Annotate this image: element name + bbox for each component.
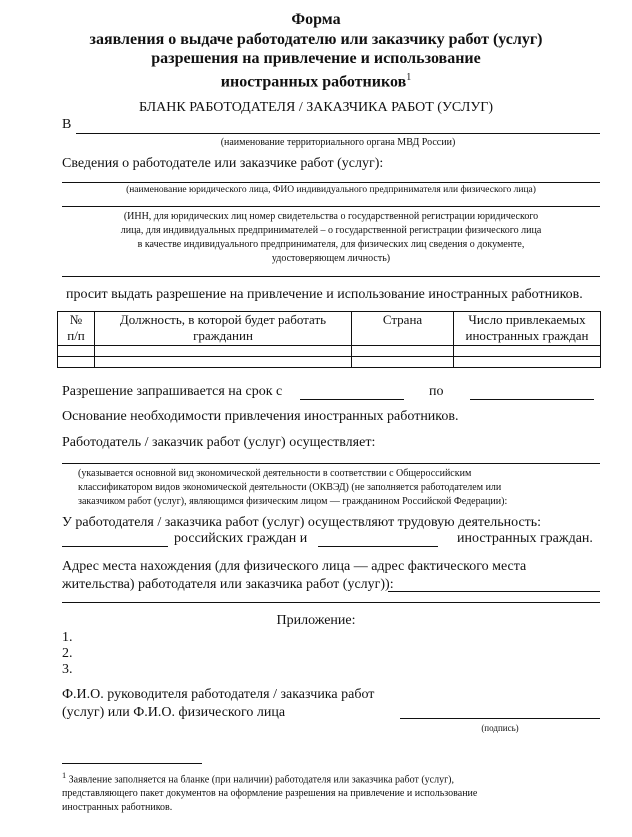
workers-table [57,311,601,368]
address-field-line-1[interactable] [388,591,600,592]
employer-info-label: Сведения о работодателе или заказчике работ (услуг): [62,156,384,171]
mvd-field-line[interactable] [76,133,600,134]
period-to-field[interactable] [470,399,594,400]
header-position: Должность, в которой будет работать гражданин [95,312,352,346]
address-label [62,558,526,594]
footnote-line: иностранных работников. [62,802,173,814]
activity-caption-line: заказчиком работ (услуг), являющимся физическим лицом — гражданином Российской Федерации): [78,496,508,507]
head-name-label [62,686,374,722]
period-from-field[interactable] [300,399,404,400]
mvd-caption: (наименование территориального органа МВД России) [220,137,456,148]
period-to-label: по [429,384,444,399]
russian-count-field[interactable] [62,546,168,547]
request-text: просит выдать разрешение на привлечение и использование иностранных работников. [66,287,583,302]
table-row[interactable] [58,346,601,357]
form-subtitle-line-3-text: иностранных работников [220,73,407,91]
head-name-label-line: Ф.И.О. руководителя работодателя / заказчика работ [62,687,375,702]
form-title: Форма [291,11,341,28]
address-label-line: жительства) работодателя или заказчика работ (услуг)): [62,577,394,592]
list-item: 2. [62,646,73,661]
signature-caption: (подпись) [481,723,519,733]
form-subtitle-line-3 [0,68,632,92]
table-row[interactable] [58,357,601,368]
list-item: 1. [62,630,73,645]
inn-caption-line: удостоверяющем личность) [271,253,391,264]
footnote-ref: 1 [406,72,412,83]
inn-caption-line: (ИНН, для юридических лиц номер свидетельства о государственной регистрации юридического [123,211,539,222]
inn-caption [62,210,600,266]
header-number: № п/п [58,312,95,346]
activity-label: Работодатель / заказчик работ (услуг) осуществляет: [62,435,376,450]
header-country: Страна [352,312,454,346]
foreign-count-field[interactable] [318,546,438,547]
inn-caption-line: в качестве индивидуального предпринимателя, для физических лиц сведения о документе, [137,239,525,250]
footnote-line [62,769,600,787]
footnote-text: Заявление заполняется на бланке (при наличии) работодателя или заказчика работ (услуг), [68,774,455,786]
table-header-row [58,312,601,346]
activity-field-line[interactable] [62,463,600,464]
list-item: 3. [62,662,73,677]
extra-field-line[interactable] [62,276,600,277]
appendix-title: Приложение: [276,613,356,628]
footnote-divider [62,763,202,764]
inn-caption-line: лица, для индивидуальных предпринимателей – о государственной регистрации физического лица [120,225,542,236]
legal-name-field-line[interactable] [62,182,600,183]
to-prefix: В [62,117,72,132]
basis-label: Основание необходимости привлечения иностранных работников. [62,409,459,424]
appendix-list [62,630,73,678]
inn-field-line[interactable] [62,206,600,207]
footnote [62,769,600,815]
footnote-line: представляющего пакет документов на оформление разрешения на привлечение и использование [62,788,478,800]
address-label-line: Адрес места нахождения (для физического лица — адрес фактического места [62,559,527,574]
form-subtitle-line-1: заявления о выдаче работодателю или заказчику работ (услуг) [89,31,543,48]
signature-field[interactable] [400,718,600,719]
header-count: Число привлекаемых иностранных граждан [454,312,601,346]
blank-title: БЛАНК РАБОТОДАТЕЛЯ / ЗАКАЗЧИКА РАБОТ (УСЛУГ) [138,100,494,115]
head-name-label-line: (услуг) или Ф.И.О. физического лица [62,705,286,720]
address-field-line-2[interactable] [62,602,600,603]
activity-caption-line: (указывается основной вид экономической деятельности в соответствии с Общероссийским [78,468,472,479]
activity-caption-line: классификатором видов экономической деятельности (ОКВЭД) (не заполняется работодателем или [78,482,502,493]
footnote-mark: 1 [62,771,67,780]
legal-name-caption: (наименование юридического лица, ФИО индивидуального предпринимателя или физического лица) [126,185,536,195]
period-label: Разрешение запрашивается на срок с [62,384,283,399]
russian-citizens-label: российских граждан и [174,531,308,546]
form-subtitle-line-2: разрешения на привлечение и использование [151,50,481,67]
activity-caption [78,467,600,509]
workers-label: У работодателя / заказчика работ (услуг) осуществляют трудовую деятельность: [62,515,542,530]
foreign-citizens-label: иностранных граждан. [457,531,593,546]
